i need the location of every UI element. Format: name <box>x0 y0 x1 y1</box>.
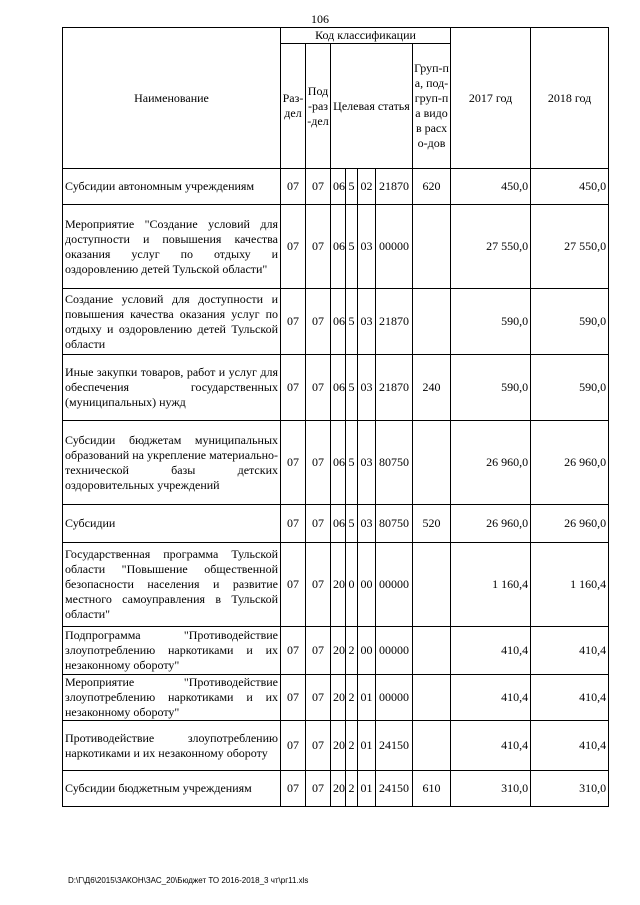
row-target-direction: 80750 <box>376 505 413 543</box>
row-target-subprogram: 0 <box>346 543 358 627</box>
row-name: Субсидии <box>63 505 281 543</box>
row-subsection: 07 <box>306 355 331 421</box>
row-amount-2017: 1 160,4 <box>451 543 531 627</box>
row-section: 07 <box>281 289 306 355</box>
row-name: Субсидии бюджетным учреждениям <box>63 771 281 807</box>
table-row <box>63 355 609 421</box>
row-target-subprogram: 2 <box>346 675 358 721</box>
row-target-event: 03 <box>358 205 376 289</box>
row-target-program: 20 <box>331 627 346 675</box>
table-row <box>63 627 609 675</box>
row-target-program: 06 <box>331 505 346 543</box>
row-target-event: 03 <box>358 289 376 355</box>
row-amount-2017: 26 960,0 <box>451 505 531 543</box>
row-target-subprogram: 2 <box>346 771 358 807</box>
row-name: Государственная программа Тульской области "Повышение общественной безопасности населения и развитие местного самоуправления в Тульской области" <box>63 543 281 627</box>
row-section: 07 <box>281 627 306 675</box>
row-section: 07 <box>281 721 306 771</box>
table-row <box>63 421 609 505</box>
row-target-program: 20 <box>331 543 346 627</box>
row-amount-2018: 410,4 <box>531 721 609 771</box>
row-section: 07 <box>281 543 306 627</box>
row-target-subprogram: 2 <box>346 721 358 771</box>
row-amount-2017: 590,0 <box>451 289 531 355</box>
page-number: 106 <box>311 12 329 26</box>
row-subsection: 07 <box>306 289 331 355</box>
row-subsection: 07 <box>306 675 331 721</box>
row-target-event: 03 <box>358 505 376 543</box>
row-name: Мероприятие "Создание условий для доступности и повышения качества оказания услуг по отдыху и оздоровлению детей Тульской области" <box>63 205 281 289</box>
row-target-program: 06 <box>331 169 346 205</box>
row-name: Мероприятие "Противодействие злоупотреблению наркотиками и их незаконному обороту" <box>63 675 281 721</box>
row-target-program: 20 <box>331 721 346 771</box>
header-classification-code: Код классификации <box>281 28 451 44</box>
header-year-2017: 2017 год <box>451 28 531 169</box>
file-path-footer: D:\Г\Д6\2015\ЗАКОН\ЗАС_20\Бюджет ТО 2016-2018_3 чт\рг11.xls <box>68 876 309 885</box>
row-target-direction: 80750 <box>376 421 413 505</box>
row-target-event: 03 <box>358 421 376 505</box>
row-amount-2018: 410,4 <box>531 627 609 675</box>
row-target-subprogram: 5 <box>346 289 358 355</box>
row-subsection: 07 <box>306 421 331 505</box>
budget-table <box>62 27 609 807</box>
row-amount-2017: 410,4 <box>451 721 531 771</box>
row-amount-2017: 26 960,0 <box>451 421 531 505</box>
row-section: 07 <box>281 505 306 543</box>
row-target-direction: 24150 <box>376 771 413 807</box>
row-target-direction: 00000 <box>376 205 413 289</box>
row-subsection: 07 <box>306 505 331 543</box>
row-name: Иные закупки товаров, работ и услуг для обеспечения государственных (муниципальных) нужд <box>63 355 281 421</box>
row-target-event: 01 <box>358 721 376 771</box>
table-row <box>63 543 609 627</box>
table-row <box>63 169 609 205</box>
row-subsection: 07 <box>306 627 331 675</box>
row-target-event: 00 <box>358 543 376 627</box>
header-subsection: Под-раз-дел <box>306 44 331 169</box>
row-target-event: 03 <box>358 355 376 421</box>
table-row <box>63 205 609 289</box>
row-target-event: 01 <box>358 771 376 807</box>
row-target-subprogram: 2 <box>346 627 358 675</box>
row-expense-group <box>413 675 451 721</box>
row-amount-2018: 27 550,0 <box>531 205 609 289</box>
row-name: Создание условий для доступности и повышения качества оказания услуг по отдыху и оздоровлению детей Тульской области <box>63 289 281 355</box>
row-target-program: 06 <box>331 355 346 421</box>
row-target-program: 20 <box>331 675 346 721</box>
row-amount-2018: 590,0 <box>531 289 609 355</box>
row-expense-group: 610 <box>413 771 451 807</box>
row-subsection: 07 <box>306 543 331 627</box>
row-target-direction: 24150 <box>376 721 413 771</box>
row-target-event: 02 <box>358 169 376 205</box>
row-amount-2017: 450,0 <box>451 169 531 205</box>
row-amount-2018: 1 160,4 <box>531 543 609 627</box>
header-name: Наименование <box>63 28 281 169</box>
row-expense-group <box>413 627 451 675</box>
row-target-direction: 21870 <box>376 355 413 421</box>
row-section: 07 <box>281 355 306 421</box>
row-target-event: 00 <box>358 627 376 675</box>
row-expense-group: 520 <box>413 505 451 543</box>
row-expense-group <box>413 721 451 771</box>
row-name: Противодействие злоупотреблению наркотиками и их незаконному обороту <box>63 721 281 771</box>
row-amount-2017: 590,0 <box>451 355 531 421</box>
row-target-subprogram: 5 <box>346 355 358 421</box>
row-name: Субсидии бюджетам муниципальных образований на укрепление материально-технической базы детских оздоровительных учреждений <box>63 421 281 505</box>
header-target-article: Целевая статья <box>331 44 413 169</box>
header-year-2018: 2018 год <box>531 28 609 169</box>
row-target-subprogram: 5 <box>346 169 358 205</box>
row-target-program: 06 <box>331 205 346 289</box>
row-amount-2017: 27 550,0 <box>451 205 531 289</box>
table-row <box>63 505 609 543</box>
header-section: Раз-дел <box>281 44 306 169</box>
row-expense-group: 240 <box>413 355 451 421</box>
row-amount-2018: 310,0 <box>531 771 609 807</box>
row-subsection: 07 <box>306 721 331 771</box>
row-target-event: 01 <box>358 675 376 721</box>
row-amount-2018: 590,0 <box>531 355 609 421</box>
row-amount-2017: 310,0 <box>451 771 531 807</box>
row-amount-2018: 410,4 <box>531 675 609 721</box>
row-target-subprogram: 5 <box>346 505 358 543</box>
row-target-program: 06 <box>331 289 346 355</box>
row-target-subprogram: 5 <box>346 205 358 289</box>
row-expense-group <box>413 289 451 355</box>
table-row <box>63 771 609 807</box>
row-target-direction: 00000 <box>376 543 413 627</box>
row-amount-2017: 410,4 <box>451 675 531 721</box>
row-subsection: 07 <box>306 205 331 289</box>
row-target-direction: 00000 <box>376 675 413 721</box>
row-expense-group <box>413 543 451 627</box>
row-name: Субсидии автономным учреждениям <box>63 169 281 205</box>
row-amount-2018: 450,0 <box>531 169 609 205</box>
row-amount-2017: 410,4 <box>451 627 531 675</box>
row-expense-group: 620 <box>413 169 451 205</box>
row-subsection: 07 <box>306 771 331 807</box>
row-target-program: 06 <box>331 421 346 505</box>
row-target-direction: 21870 <box>376 169 413 205</box>
row-section: 07 <box>281 169 306 205</box>
row-section: 07 <box>281 421 306 505</box>
row-section: 07 <box>281 675 306 721</box>
row-amount-2018: 26 960,0 <box>531 421 609 505</box>
row-section: 07 <box>281 771 306 807</box>
row-expense-group <box>413 205 451 289</box>
table-row <box>63 675 609 721</box>
header-expense-group: Груп-па, под-груп-па видов расхо-дов <box>413 44 451 169</box>
row-expense-group <box>413 421 451 505</box>
row-subsection: 07 <box>306 169 331 205</box>
row-section: 07 <box>281 205 306 289</box>
table-row <box>63 289 609 355</box>
row-target-direction: 00000 <box>376 627 413 675</box>
row-name: Подпрограмма "Противодействие злоупотреблению наркотиками и их незаконному обороту" <box>63 627 281 675</box>
row-target-subprogram: 5 <box>346 421 358 505</box>
row-amount-2018: 26 960,0 <box>531 505 609 543</box>
row-target-program: 20 <box>331 771 346 807</box>
table-row <box>63 721 609 771</box>
row-target-direction: 21870 <box>376 289 413 355</box>
